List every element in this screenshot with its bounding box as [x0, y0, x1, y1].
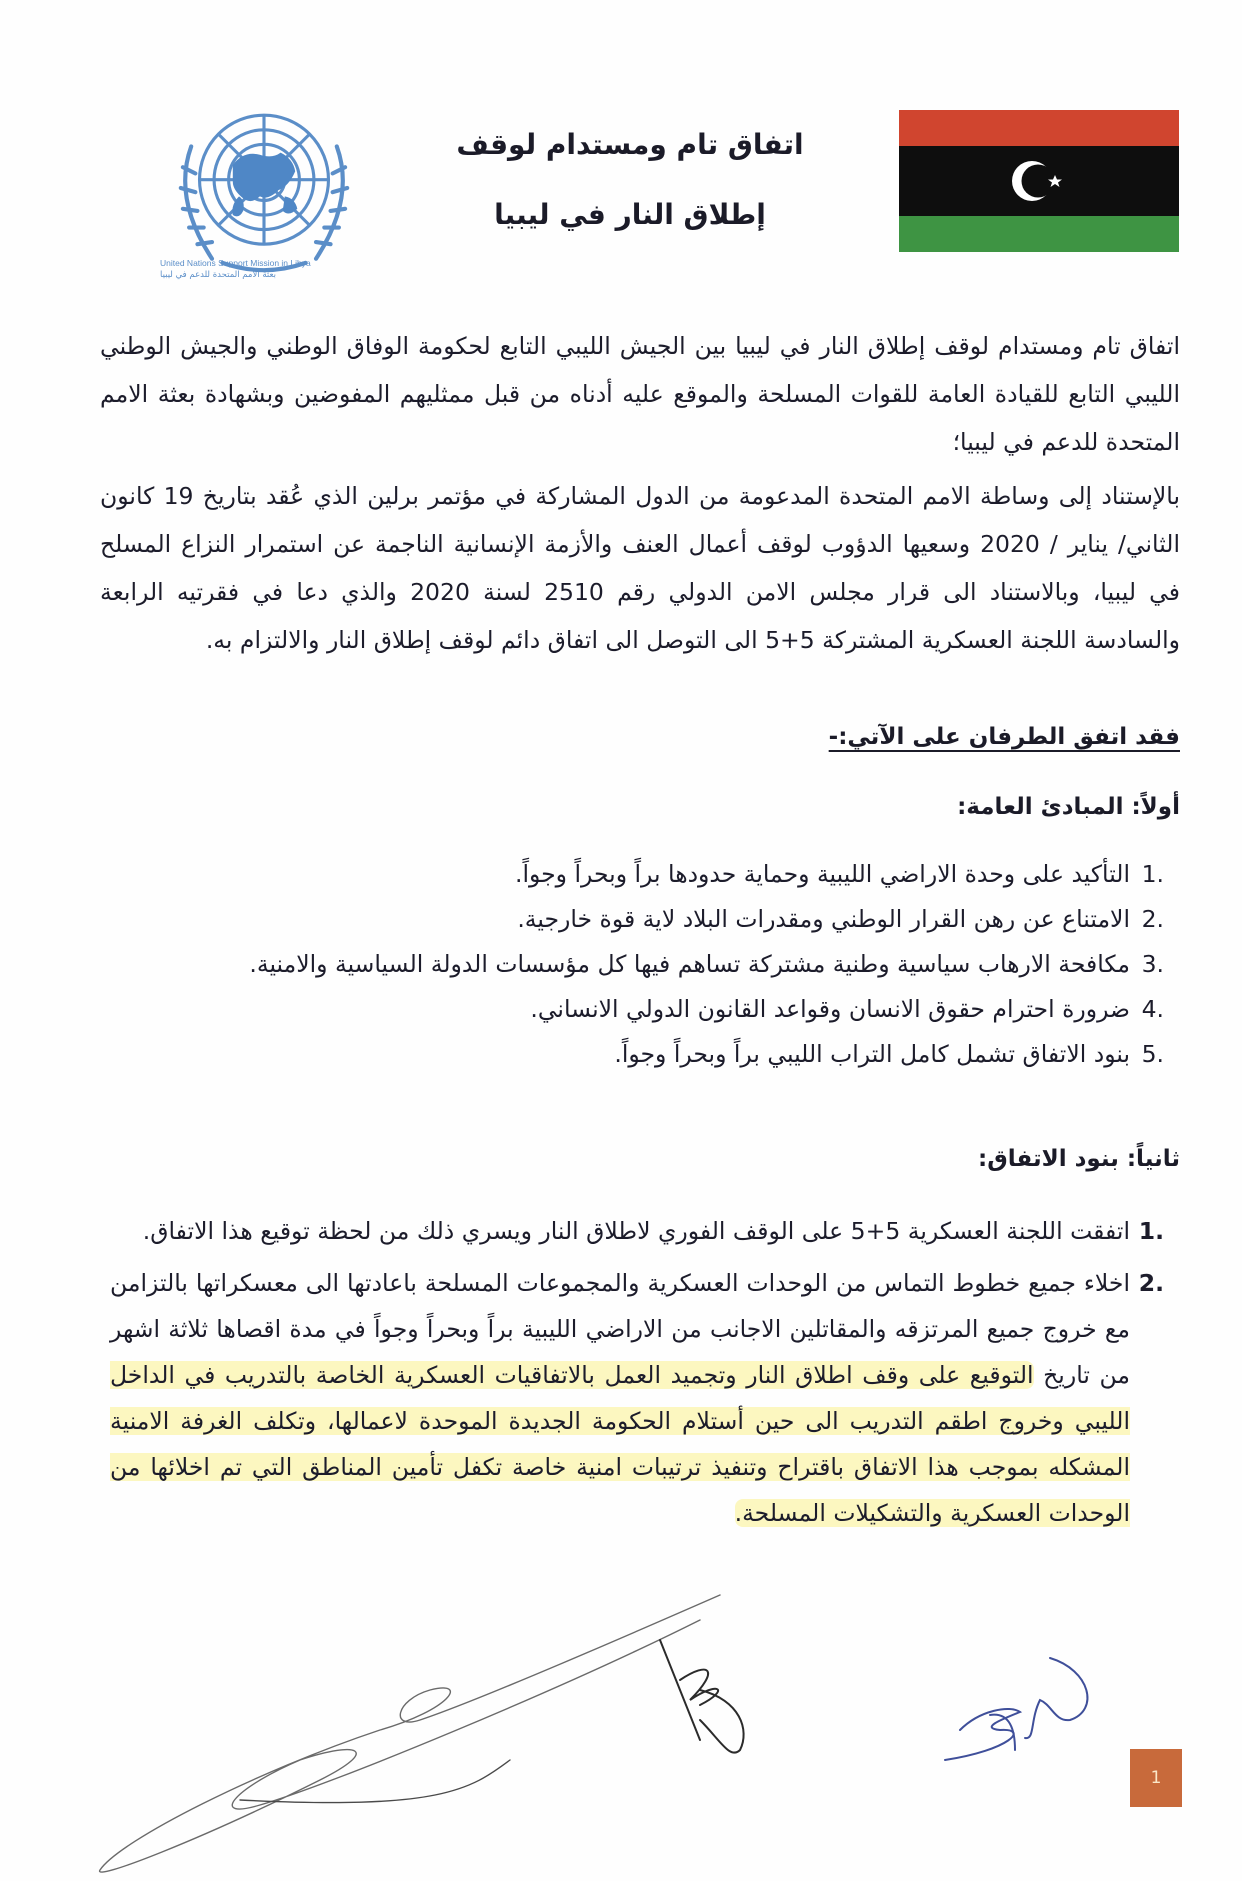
- preamble-paragraph-2: بالإستناد إلى وساطة الامم المتحدة المدعومة من الدول المشاركة في مؤتمر برلين الذي عُقد بتاريخ 19 كانون الثاني/ يناير / 2020 وسعيها الدؤوب لوقف أعمال العنف والأزمة الإنسانية الناجمة عن استمرار النزاع المسلح في ليبيا، وبالاستناد الى قرار مجلس الامن الدولي رقم 2510 لسنة 2020 والذي دعا في فقرتيه الرابعة والسادسة اللجنة العسكرية المشتركة 5+5 الى التوصل الى اتفاق دائم لوقف إطلاق النار والالتزام به.: [100, 482, 1180, 654]
- list-item: [110, 1208, 1180, 1254]
- general-principles-list: [110, 852, 1180, 1077]
- item-number: 2.: [1141, 905, 1164, 933]
- list-item: [110, 897, 1180, 942]
- title-line-2: إطلاق النار في ليبيا: [494, 198, 766, 231]
- item-text: الامتناع عن رهن القرار الوطني ومقدرات البلاد لاية قوة خارجية.: [517, 905, 1130, 933]
- item-text: ضرورة احترام حقوق الانسان وقواعد القانون الدولي الانساني.: [530, 995, 1130, 1023]
- section-2-heading: ثانياً: بنود الاتفاق:: [978, 1146, 1180, 1172]
- document-title: [440, 110, 820, 250]
- title-line-1: اتفاق تام ومستدام لوقف: [456, 128, 804, 161]
- page-number: 1: [1130, 1749, 1182, 1807]
- item-text: [110, 1260, 1130, 1536]
- libya-flag-icon: [899, 110, 1179, 252]
- item-text: التأكيد على وحدة الاراضي الليبية وحماية حدودها براً وبحراً وجواً.: [515, 860, 1130, 888]
- list-item: [110, 1260, 1180, 1536]
- item-text: بنود الاتفاق تشمل كامل التراب الليبي براً وبحراً وجواً.: [614, 1040, 1130, 1068]
- highlighted-text: التوقيع على وقف اطلاق النار وتجميد العمل بالاتفاقيات العسكرية الخاصة بالتدريب في الداخل الليبي وخروج اطقم التدريب الى حين أستلام الحكومة الجديدة الموحدة لاعمالها، وتكلف الغرفة الامنية المشكله بموجب هذا الاتفاق باقتراح وتنفيذ ترتيبات امنية خاصة تكفل تأمين المناطق التي تم اخلائها من الوحدات العسكرية والتشكيلات المسلحة.: [110, 1361, 1130, 1527]
- item-text-plain: اخلاء جميع خطوط التماس من الوحدات العسكرية والمجموعات المسلحة باعادتها الى معسكراتها بالتزامن مع خروج جميع المرتزقه والمقاتلين الاجانب من الاراضي الليبية براً وبحراً وجواً في مدة اقصاها ثلاثة اشهر من تاريخ: [110, 1269, 1130, 1389]
- agreement-terms-list: [110, 1208, 1180, 1536]
- un-caption-english: United Nations Support Mission in Libya: [160, 258, 311, 268]
- item-number: 1.: [1141, 860, 1164, 888]
- preamble-paragraph-1: اتفاق تام ومستدام لوقف إطلاق النار في ليبيا بين الجيش الليبي التابع لحكومة الوفاق الوطني والجيش الوطني الليبي التابع للقيادة العامة للقوات المسلحة والموقع عليه أدناه من قبل ممثليهم المفوضين وبشهادة بعثة الامم المتحدة للدعم في ليبيا؛: [100, 332, 1180, 456]
- list-item: [110, 852, 1180, 897]
- list-item: [110, 987, 1180, 1032]
- list-item: [110, 942, 1180, 987]
- agreement-heading: فقد اتفق الطرفان على الآتي:-: [828, 724, 1180, 750]
- signature-right-icon: [940, 1650, 1120, 1780]
- un-caption-arabic: بعثة الامم المتحدة للدعم في ليبيا: [160, 270, 276, 280]
- item-text: اتفقت اللجنة العسكرية 5+5 على الوقف الفوري لاطلاق النار ويسري ذلك من لحظة توقيع هذا الاتفاق.: [142, 1217, 1130, 1245]
- item-number: 3.: [1141, 950, 1164, 978]
- item-number: 1.: [1138, 1217, 1164, 1245]
- list-item: [110, 1032, 1180, 1077]
- item-number: 2.: [1138, 1269, 1164, 1297]
- item-number: 4.: [1141, 995, 1164, 1023]
- section-1-heading: أولاً: المبادئ العامة:: [957, 794, 1180, 820]
- item-number: 5.: [1141, 1040, 1164, 1068]
- item-text: مكافحة الارهاب سياسية وطنية مشتركة تساهم فيها كل مؤسسات الدولة السياسية والامنية.: [249, 950, 1130, 978]
